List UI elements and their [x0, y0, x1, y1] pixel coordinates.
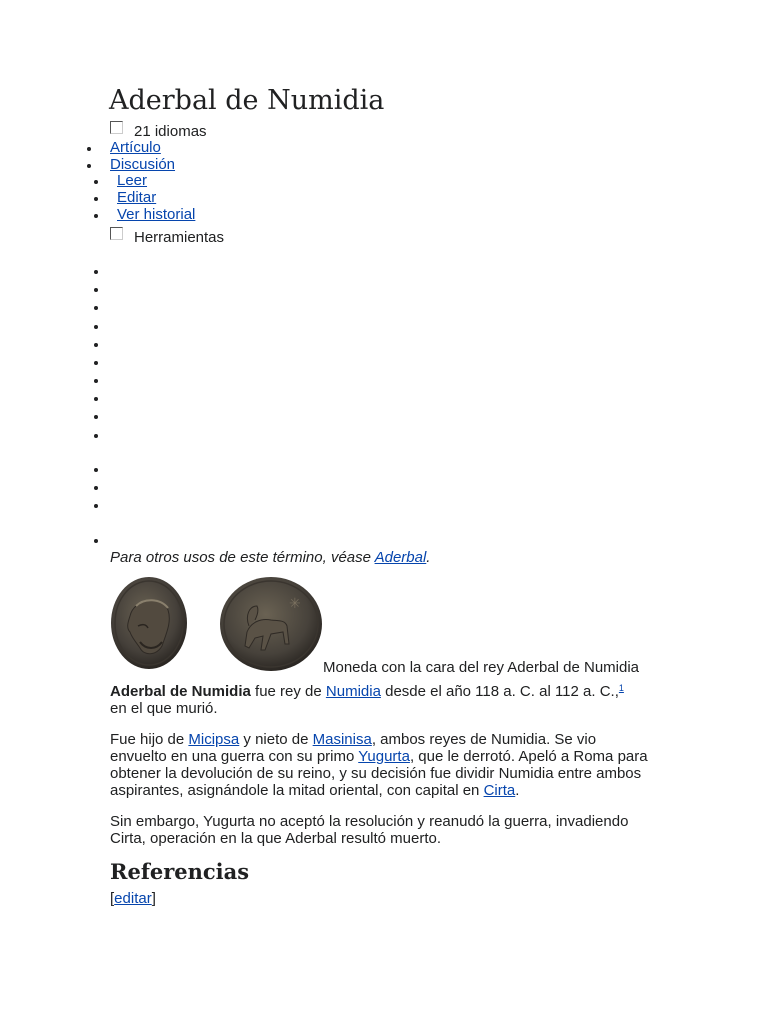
link-numidia[interactable]: Numidia: [325, 683, 381, 700]
bullet-icon: [94, 214, 98, 218]
tab-history-link[interactable]: Ver historial: [117, 206, 196, 223]
language-checkbox-icon[interactable]: [110, 121, 123, 134]
bullet-icon: [94, 197, 98, 201]
tools-toggle[interactable]: [110, 228, 224, 246]
tab-read-link[interactable]: Leer: [117, 172, 148, 189]
tab-edit-link[interactable]: Editar: [117, 189, 157, 206]
bullet-icon: [94, 343, 98, 347]
hatnote-link[interactable]: Aderbal: [374, 549, 427, 566]
bullet-icon: [94, 306, 98, 310]
bullet-icon: [94, 434, 98, 438]
languages-label: 21 idiomas: [134, 122, 207, 140]
tools-checkbox-icon[interactable]: [110, 227, 123, 240]
text: fue rey de: [250, 683, 326, 700]
page-title: Aderbal de Numidia: [109, 85, 385, 116]
bracket-close: ]: [151, 890, 156, 907]
bullet-icon: [94, 504, 98, 508]
bullet-icon: [94, 379, 98, 383]
paragraph-war: Sin embargo, Yugurta no aceptó la resolución y reanudó la guerra, invadiendo Cirta, operación en la que Aderbal resultó muerto.: [110, 813, 629, 847]
coin-reverse-image[interactable]: [219, 576, 323, 672]
bullet-icon: [94, 468, 98, 472]
paragraph-intro: [110, 683, 655, 717]
bullet-icon: [94, 486, 98, 490]
bullet-icon: [94, 288, 98, 292]
figure-caption: Moneda con la cara del rey Aderbal de Numidia: [323, 659, 640, 676]
tools-label: Herramientas: [134, 228, 225, 246]
section-edit: [110, 890, 156, 907]
hatnote: [110, 549, 430, 566]
tab-article-link[interactable]: Artículo: [110, 139, 161, 156]
hatnote-suffix: .: [426, 549, 431, 566]
coin-obverse-svg: [110, 576, 188, 671]
text: , que le derrotó. Apeló a Roma para obtener la devolución de su reino, y su decisión fue dividir Numidia entre ambos aspirantes, asignándole la mitad oriental, con capital en: [110, 748, 648, 799]
language-toggle[interactable]: [110, 122, 207, 140]
hatnote-text: Para otros usos de este término, véase: [110, 549, 375, 566]
bullet-icon: [87, 164, 91, 168]
bullet-icon: [94, 325, 98, 329]
reference-link[interactable]: 1: [618, 683, 624, 693]
section-heading-references: Referencias: [110, 859, 250, 884]
text: .: [515, 782, 520, 799]
text: , ambos reyes de Numidia. Se vio envuelto en una guerra con su primo: [110, 731, 597, 765]
text: en el que murió.: [110, 700, 218, 717]
bullet-icon: [94, 270, 98, 274]
bullet-icon: [94, 397, 98, 401]
tab-discussion-link[interactable]: Discusión: [110, 156, 176, 173]
link-masinisa[interactable]: Masinisa: [312, 731, 372, 748]
link-yugurta[interactable]: Yugurta: [358, 748, 410, 765]
link-micipsa[interactable]: Micipsa: [188, 731, 240, 748]
bullet-icon: [94, 180, 98, 184]
text: Fue hijo de: [110, 731, 189, 748]
text: desde el año 118 a. C. al 112 a. C.,: [380, 683, 619, 700]
bullet-icon: [87, 147, 91, 151]
text: y nieto de: [239, 731, 313, 748]
coin-reverse-svg: [219, 576, 323, 672]
bullet-icon: [94, 415, 98, 419]
article-subject: Aderbal de Numidia: [110, 683, 251, 700]
link-cirta[interactable]: Cirta: [483, 782, 516, 799]
bracket-open: [: [110, 890, 115, 907]
paragraph-family: [110, 731, 655, 799]
svg-text:✳: ✳: [289, 596, 301, 612]
coin-obverse-image[interactable]: [110, 576, 188, 671]
bullet-icon: [94, 361, 98, 365]
edit-section-link[interactable]: editar: [114, 890, 152, 907]
bullet-icon: [94, 539, 98, 543]
